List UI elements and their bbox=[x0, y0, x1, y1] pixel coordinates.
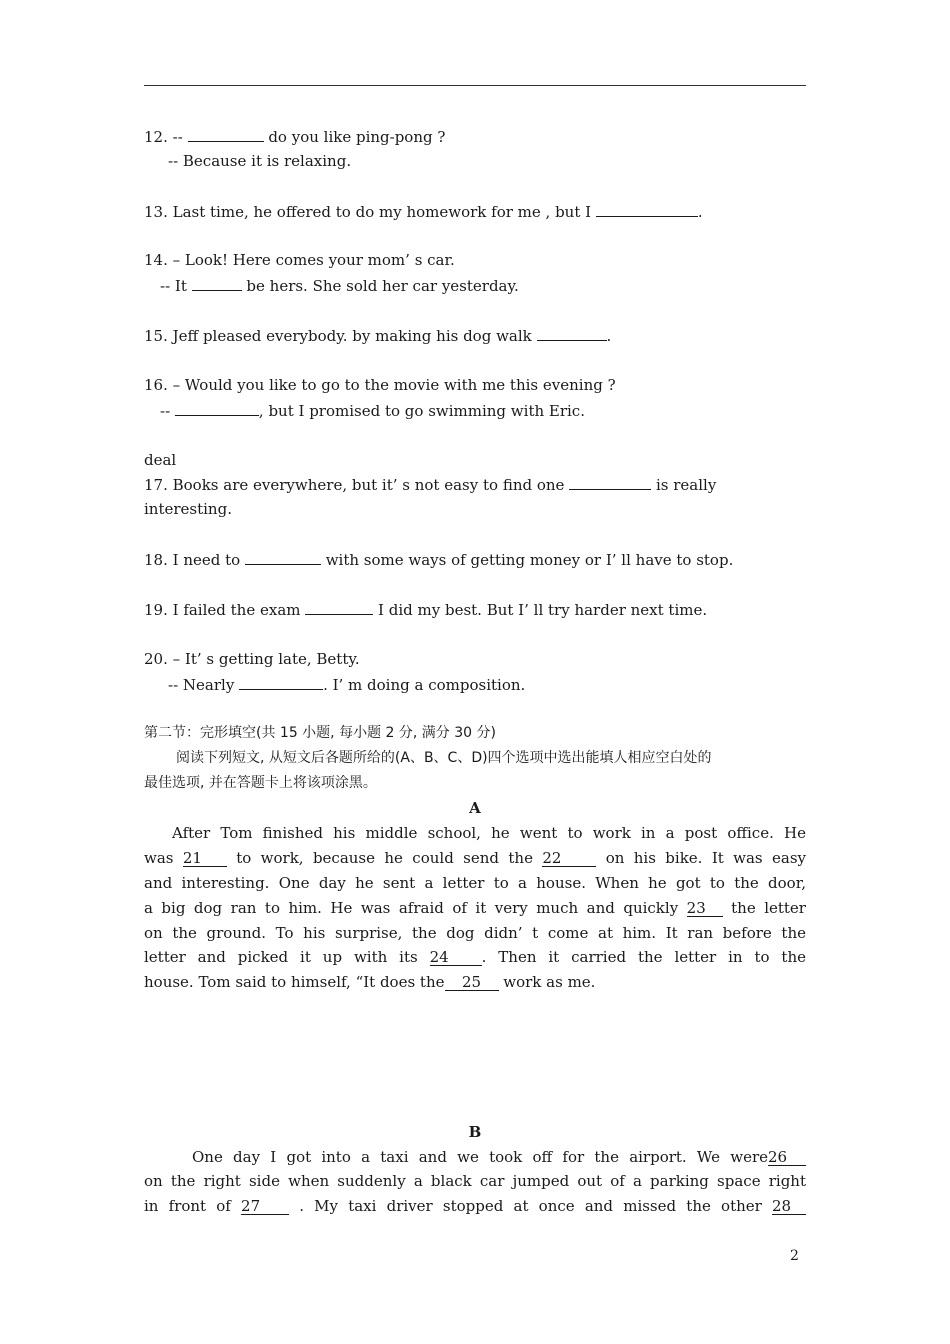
passage-a-text: letter and picked it up with its bbox=[144, 948, 430, 967]
q20-reply-end: . I’ m doing a composition. bbox=[323, 675, 526, 694]
question-18 bbox=[144, 547, 806, 572]
question-17 bbox=[144, 472, 806, 497]
options-25 bbox=[144, 1095, 806, 1120]
passage-a-line-6 bbox=[144, 945, 806, 970]
q19-stem: 19. I failed the exam bbox=[144, 600, 306, 619]
q13-stem-end: . bbox=[697, 202, 703, 221]
q12-number: 12. bbox=[144, 128, 168, 146]
blank-27: 27 bbox=[241, 1197, 289, 1215]
q15-options bbox=[144, 348, 806, 373]
blank-22: 22 bbox=[542, 849, 596, 867]
q12-blank bbox=[188, 124, 264, 142]
options-24 bbox=[144, 1070, 806, 1095]
question-19 bbox=[144, 597, 806, 622]
q19-stem-end: I did my best. But I’ ll try harder next time. bbox=[373, 600, 708, 619]
q16-reply-end: , but I promised to go swimming with Eric. bbox=[258, 401, 585, 420]
q15-stem-end: . bbox=[606, 327, 612, 346]
q15-stem: 15. Jeff pleased everybody. by making his dog walk bbox=[144, 327, 537, 346]
q13-options bbox=[144, 224, 806, 249]
passage-b-line-2: on the right side when suddenly a black car jumped out of a parking space right bbox=[144, 1172, 806, 1191]
q12-stem-end: do you like ping-pong ? bbox=[263, 128, 446, 146]
q19-blank bbox=[305, 597, 373, 615]
q14-blank bbox=[192, 273, 242, 291]
passage-a-line-2 bbox=[144, 846, 806, 871]
passage-b-line-3 bbox=[144, 1194, 806, 1219]
q17-options bbox=[144, 522, 806, 547]
q16-reply bbox=[144, 398, 806, 423]
blank-23: 23 bbox=[687, 899, 723, 917]
passage-b-line-1 bbox=[144, 1145, 806, 1170]
q14-reply-end: be hers. She sold her car yesterday. bbox=[241, 277, 519, 296]
passage-a-text: a big dog ran to him. He was afraid of it very much and quickly bbox=[144, 898, 687, 917]
passage-a-text: on his bike. It was easy bbox=[596, 848, 806, 867]
q18-stem: 18. I need to bbox=[144, 551, 245, 570]
question-15 bbox=[144, 323, 806, 348]
q20-reply bbox=[144, 672, 806, 697]
passage-a-text: work as me. bbox=[498, 973, 596, 992]
passage-a-text: to work, because he could send the bbox=[226, 848, 543, 867]
q17-blank bbox=[569, 472, 651, 490]
passage-a-text: was bbox=[144, 848, 183, 867]
q17-stem: 17. Books are everywhere, but it’ s not easy to find one bbox=[144, 476, 565, 495]
passage-b-text: . My taxi driver stopped at once and missed the other bbox=[289, 1197, 772, 1216]
options-22 bbox=[144, 1020, 806, 1045]
exam-page bbox=[144, 124, 806, 1219]
q14-options bbox=[144, 298, 806, 323]
q19-options bbox=[144, 622, 806, 647]
passage-a-title: A bbox=[469, 799, 481, 818]
q12-reply: -- Because it is relaxing. bbox=[168, 151, 352, 170]
q20-reply-start: -- Nearly bbox=[168, 675, 240, 694]
passage-a-text: . Then it carried the letter in to the bbox=[481, 948, 806, 967]
blank-26: 26 bbox=[768, 1148, 806, 1166]
q14-reply-start: -- It bbox=[160, 277, 192, 296]
passage-a-text: house. Tom said to himself, “It does the bbox=[144, 973, 445, 992]
q17-continued: interesting. bbox=[144, 500, 232, 519]
options-21 bbox=[144, 995, 806, 1020]
options-23 bbox=[144, 1045, 806, 1070]
q18-options bbox=[144, 572, 806, 597]
q15-blank bbox=[537, 323, 607, 341]
question-12 bbox=[144, 124, 806, 149]
q16-options bbox=[144, 423, 806, 448]
blank-24: 24 bbox=[430, 948, 482, 966]
q18-blank bbox=[245, 547, 321, 565]
blank-25: 25 bbox=[445, 973, 499, 991]
section-2-instruction-1: 阅读下列短文, 从短文后各题所给的(A、B、C、D)四个选项中选出能填人相应空白处的 bbox=[176, 750, 712, 767]
q20-blank bbox=[239, 672, 323, 690]
q16-option-d-continued: deal bbox=[144, 450, 177, 469]
header-rule bbox=[144, 85, 806, 86]
q20-options bbox=[144, 696, 806, 721]
page-number: 2 bbox=[790, 1248, 799, 1264]
blank-21: 21 bbox=[183, 849, 227, 867]
question-16: 16. – Would you like to go to the movie with me this evening ? bbox=[144, 375, 616, 394]
q16-blank bbox=[175, 398, 259, 416]
passage-b-title: B bbox=[468, 1122, 482, 1141]
passage-b-text: in front of bbox=[144, 1197, 242, 1216]
blank-28: 28 bbox=[772, 1197, 806, 1215]
q12-stem: -- bbox=[172, 128, 188, 146]
q13-stem: 13. Last time, he offered to do my homework for me , but I bbox=[144, 202, 596, 221]
q18-stem-end: with some ways of getting money or I’ ll have to stop. bbox=[320, 551, 734, 570]
passage-a-line-5: on the ground. To his surprise, the dog didn’ t come at him. It ran before the bbox=[144, 923, 806, 942]
q12-options bbox=[144, 174, 806, 199]
question-13 bbox=[144, 199, 806, 224]
q17-stem-end: is really bbox=[655, 476, 717, 495]
passage-a-line-7 bbox=[144, 970, 806, 995]
passage-a-line-3: and interesting. One day he sent a letter to a house. When he got to the door, bbox=[144, 873, 806, 892]
passage-a-text: the letter bbox=[722, 898, 806, 917]
section-2-instruction-2: 最佳选项, 并在答题卡上将该项涂黑。 bbox=[144, 775, 377, 792]
passage-b-text: One day I got into a taxi and we took off for the airport. We were bbox=[192, 1147, 768, 1166]
q14-reply bbox=[144, 273, 806, 298]
passage-a-line-1: After Tom finished his middle school, he went to work in a post office. He bbox=[172, 823, 806, 842]
question-20: 20. – It’ s getting late, Betty. bbox=[144, 649, 360, 668]
section-2-heading: 第二节：完形填空(共 15 小题, 每小题 2 分, 满分 30 分) bbox=[144, 725, 496, 742]
question-14: 14. – Look! Here comes your mom’ s car. bbox=[144, 251, 455, 270]
passage-a-line-4 bbox=[144, 896, 806, 921]
q13-blank bbox=[596, 199, 698, 217]
q16-reply-start: -- bbox=[160, 401, 175, 420]
